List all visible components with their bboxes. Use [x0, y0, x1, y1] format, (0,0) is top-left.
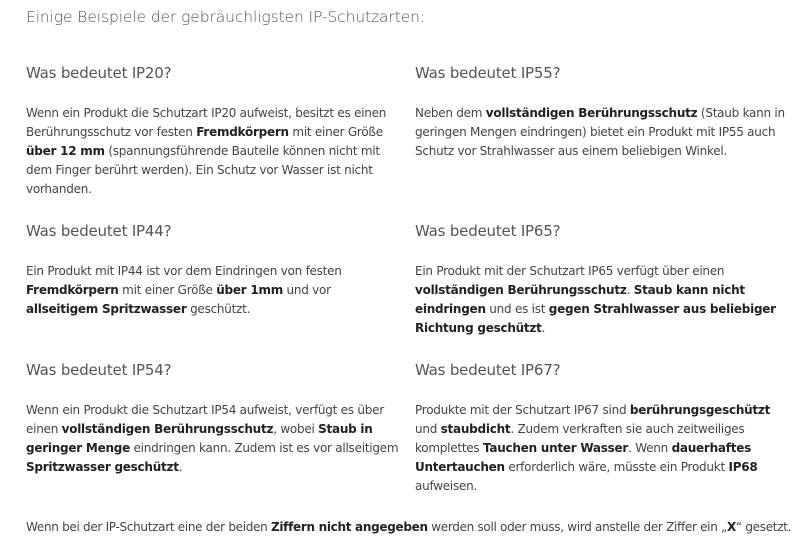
text-run: Ein Produkt mit der Schutzart IP65 verfügt über einen: [415, 264, 725, 278]
text-run: Ein Produkt mit IP44 ist vor dem Eindringen von festen: [26, 264, 342, 278]
text-run: Wenn ein Produkt die Schutzart IP20 aufweist, besitzt es einen Berührungsschutz vor festen: [26, 106, 387, 139]
card-title: Was bedeutet IP67?: [415, 361, 561, 379]
text-run: eindringen kann. Zudem ist es vor allseitigem: [129, 441, 399, 455]
text-run: .: [178, 460, 183, 474]
text-run: mit einer Größe: [288, 125, 383, 139]
card-title: Was bedeutet IP54?: [26, 361, 172, 379]
emphasis-text: berührungsgeschützt: [629, 403, 771, 417]
emphasis-text: Staub in geringer Menge: [26, 422, 373, 455]
card-text: [26, 262, 401, 319]
card-title: Was bedeutet IP20?: [26, 64, 172, 82]
emphasis-text: Ziffern nicht angegeben: [270, 520, 428, 534]
card-ip55: [415, 64, 790, 161]
text-run: geschützt.: [186, 302, 251, 316]
card-ip67: [415, 361, 790, 496]
card-title: Was bedeutet IP44?: [26, 222, 172, 240]
emphasis-text: vollständigen Berührungsschutz: [485, 106, 698, 120]
text-run: (Staub kann in geringen Mengen eindringen) bietet ein Produkt mit IP55 auch Schutz vor Strahlwasser aus einem beliebigen Winkel.: [415, 106, 785, 158]
emphasis-text: vollständigen Berührungsschutz: [415, 283, 627, 297]
text-run: und es ist: [485, 302, 549, 316]
emphasis-text: dauerhaftes Untertauchen: [415, 441, 751, 474]
card-text: [415, 401, 790, 496]
card-ip20: [26, 64, 401, 199]
emphasis-text: über 1mm: [216, 283, 283, 297]
text-run: Neben dem: [415, 106, 486, 120]
text-run: (spannungsführende Bauteile können nicht mit dem Finger berührt werden). Ein Schutz vor Wasser ist nicht vorhanden.: [26, 144, 380, 196]
card-title: Was bedeutet IP55?: [415, 64, 561, 82]
emphasis-text: X: [726, 520, 736, 534]
card-text: [415, 262, 790, 338]
text-run: Wenn ein Produkt die Schutzart IP54 aufweist, verfügt es über einen: [26, 403, 384, 436]
text-run: Produkte mit der Schutzart IP67 sind: [415, 403, 630, 417]
emphasis-text: IP68: [728, 460, 758, 474]
text-run: .: [626, 283, 634, 297]
text-run: .: [541, 321, 546, 335]
card-ip44: [26, 222, 401, 319]
text-run: . Zudem verkraften sie auch zeitweiliges komplettes: [415, 422, 745, 455]
card-text: [26, 401, 401, 477]
emphasis-text: Tauchen unter Wasser: [483, 441, 629, 455]
text-run: und vor: [282, 283, 331, 297]
footer-note: [26, 520, 791, 534]
text-run: erforderlich wäre, müsste ein Produkt: [504, 460, 729, 474]
emphasis-text: über 12 mm: [26, 144, 105, 158]
card-text: [415, 104, 790, 161]
emphasis-text: Fremdkörpern: [26, 283, 119, 297]
card-title: Was bedeutet IP65?: [415, 222, 561, 240]
text-run: und: [415, 422, 441, 436]
card-text: [26, 104, 401, 199]
emphasis-text: gegen Strahlwasser aus beliebiger Richtung geschützt: [415, 302, 776, 335]
intro-heading: Einige Beispiele der gebräuchligsten IP-Schutzarten:: [26, 8, 425, 26]
card-ip54: [26, 361, 401, 477]
text-run: Wenn bei der IP-Schutzart eine der beiden: [26, 520, 271, 534]
text-run: . Wenn: [628, 441, 672, 455]
emphasis-text: vollständigen Berührungsschutz: [61, 422, 274, 436]
text-run: mit einer Größe: [118, 283, 217, 297]
text-run: aufweisen.: [415, 479, 478, 493]
emphasis-text: Staub kann nicht eindringen: [415, 283, 745, 316]
card-ip65: [415, 222, 790, 338]
emphasis-text: Spritzwasser geschützt: [26, 460, 179, 474]
text-run: , wobei: [273, 422, 319, 436]
emphasis-text: allseitigem Spritzwasser: [26, 302, 187, 316]
emphasis-text: Fremdkörpern: [196, 125, 289, 139]
text-run: “ gesetzt.: [735, 520, 792, 534]
text-run: werden soll oder muss, wird anstelle der Ziffer ein „: [427, 520, 727, 534]
emphasis-text: staubdicht: [440, 422, 511, 436]
